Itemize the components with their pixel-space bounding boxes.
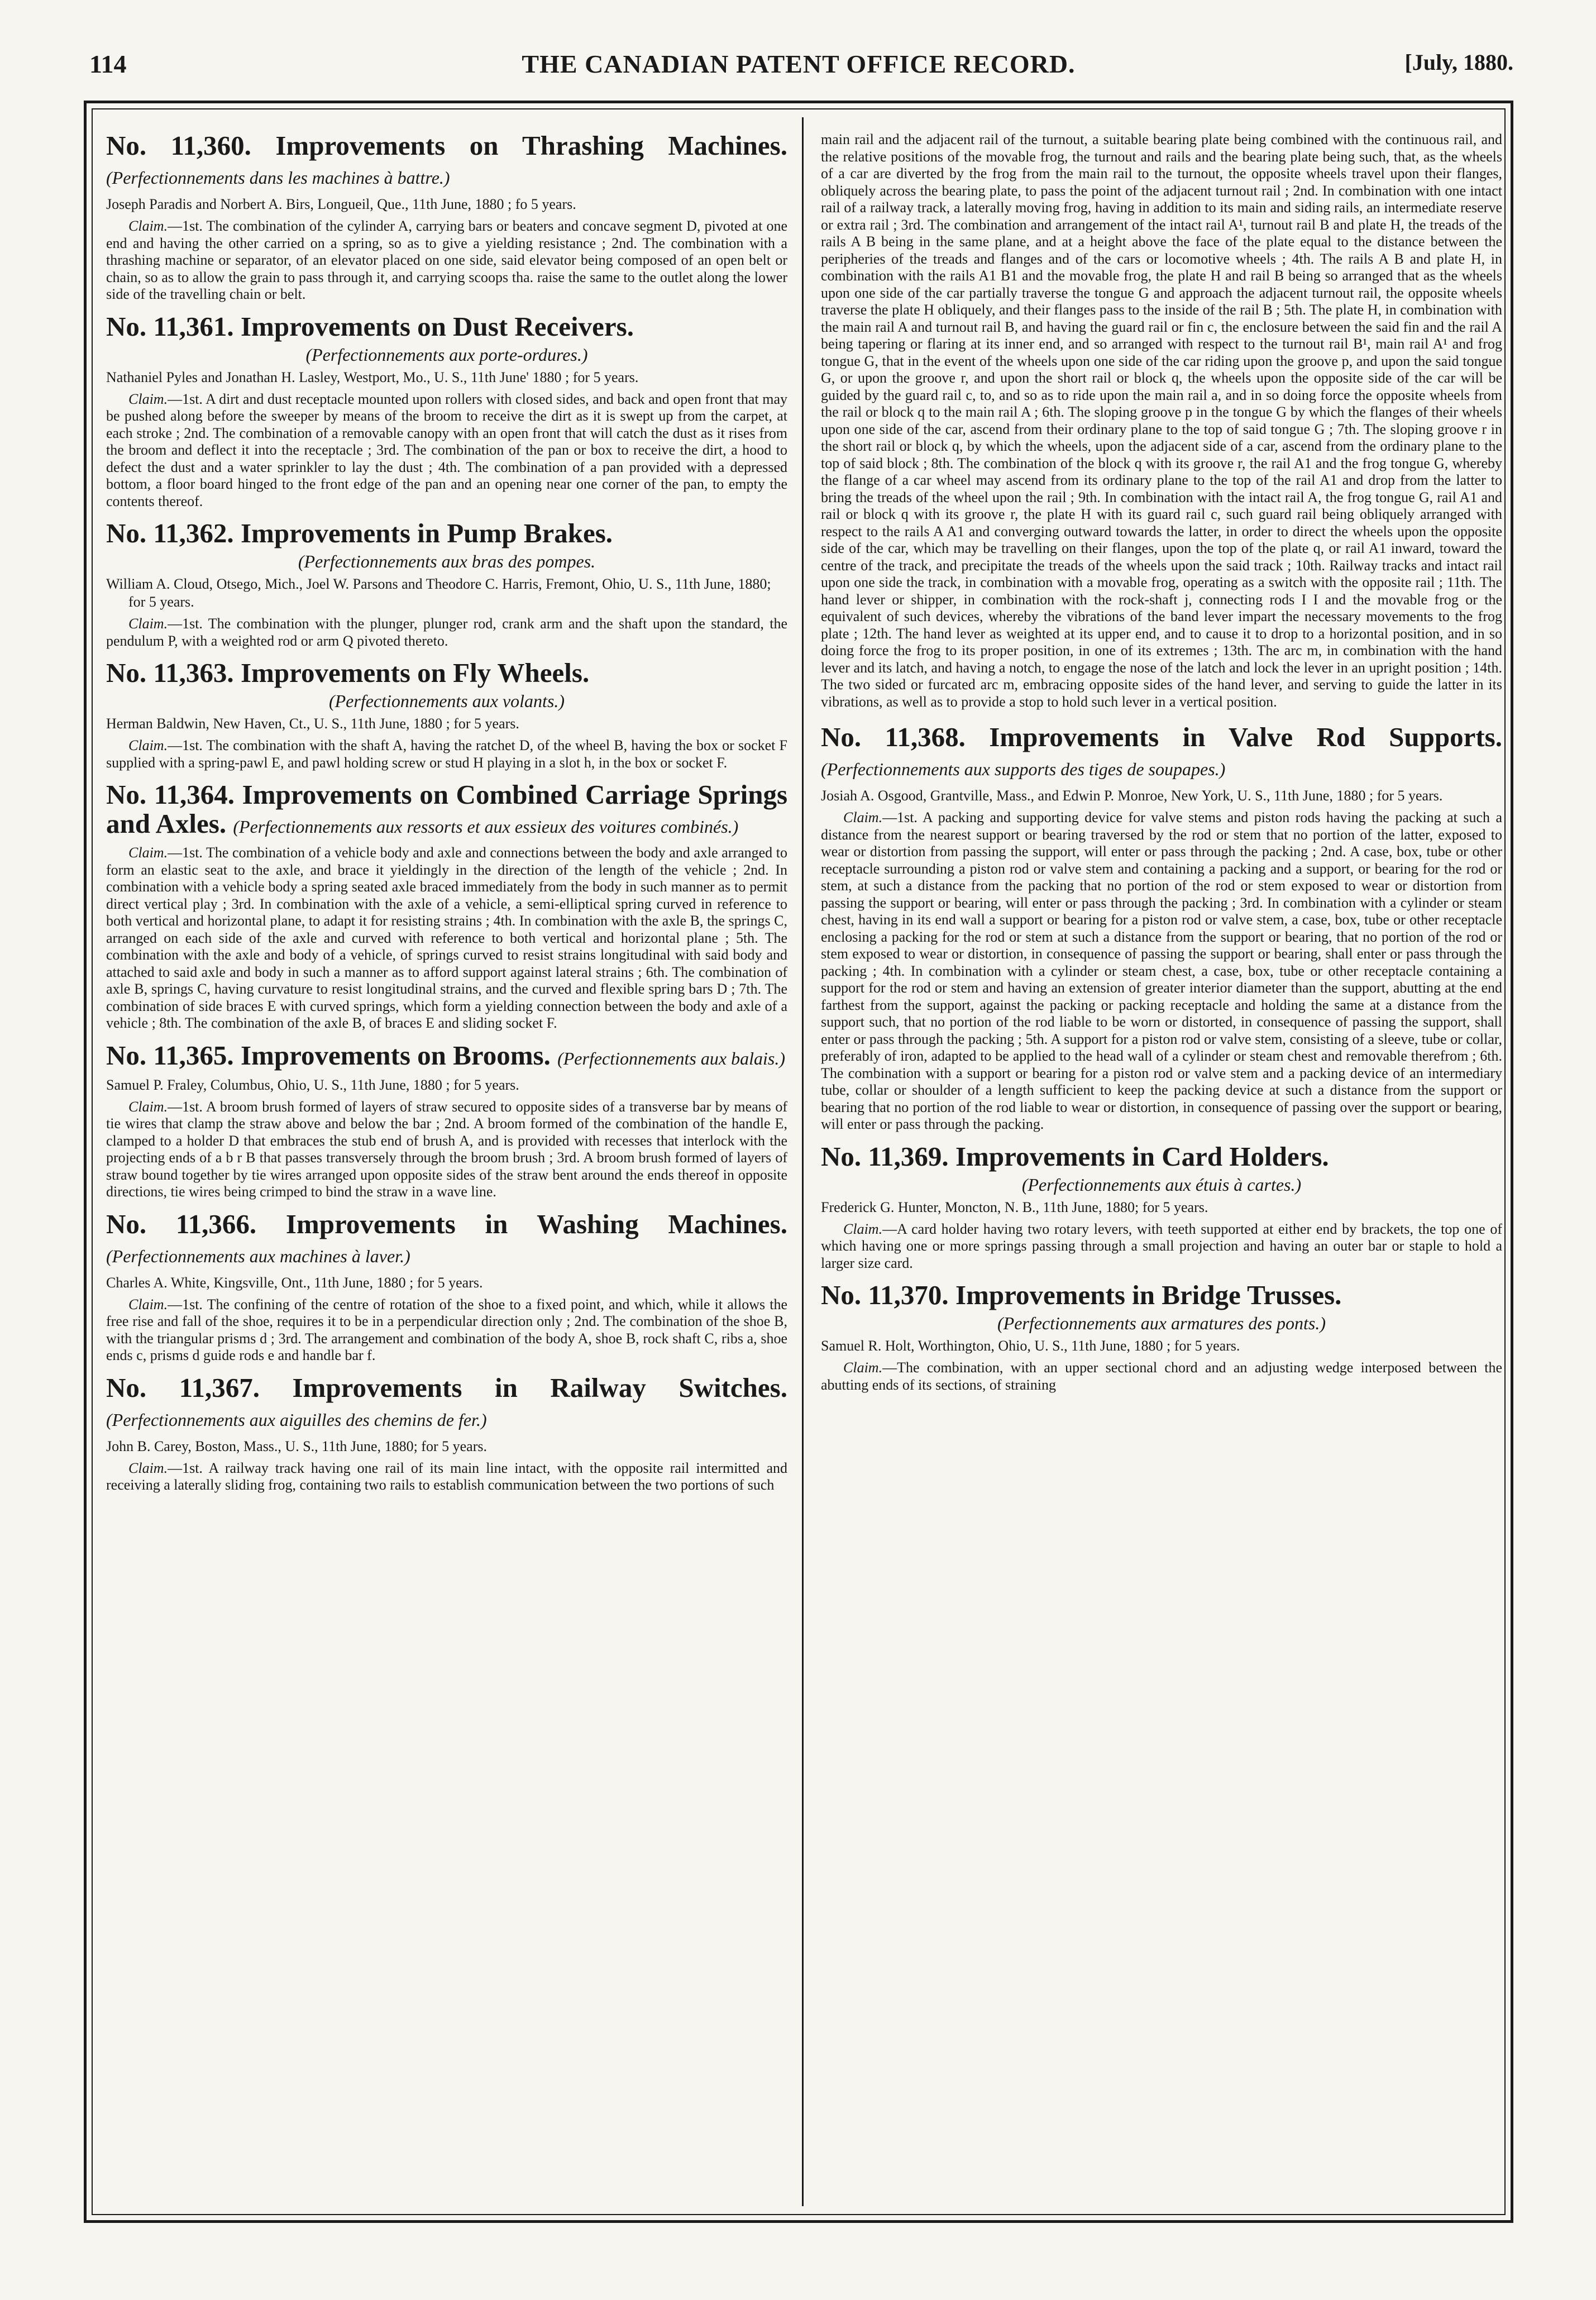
claim-label: Claim.	[843, 1220, 883, 1237]
entry-number: No. 11,366.	[106, 1208, 257, 1239]
entry-title: Improvements on Thrashing Machines.	[275, 131, 787, 161]
claim-label: Claim.	[128, 1296, 168, 1313]
claim-text: —1st. The combination of a vehicle body and axle and connections between the body and axle arranged to form an elastic seat to the axle, and brace it yieldingly in the direction of the length of the vehicle ; 2nd. In combination with a vehicle body a spring seated axle braced immediately from the body in such manner as to permit direct vertical play ; 3rd. In combination with the axle of a vehicle, a semi-elliptical spring curved in reference to both vertical and horizontal plane, to adapt it for resisting strains ; 4th. In combination with the axle B, the springs C, arranged on each side of the axle and curved with reference to both vertical and horizontal plane ; 5th. The combination with the axle and body of a vehicle, of springs curved to resist strains longitudinal with said body and attached to said axle and body in such a manner as to afford support against lateral strains ; 6th. The combination of axle B, springs C, having curvature to resist longitudinal strains, and the curved and flexible spring bars D ; 7th. The combination of side braces E with curved springs, which form a yielding connection between the body and axle of a vehicle ; 8th. The combination of the axle B, of braces E and sliding socket F.	[106, 844, 787, 1031]
patent-entry	[821, 723, 1502, 1133]
entry-applicant: Herman Baldwin, New Haven, Ct., U. S., 11th June, 1880 ; for 5 years.	[106, 715, 519, 732]
entry-french-title: (Perfectionnements aux machines à laver.)	[106, 1246, 410, 1266]
entry-french-title: (Perfectionnements aux balais.)	[557, 1048, 785, 1068]
entry-number: No. 11,368.	[821, 722, 966, 752]
claim-text: —1st. A packing and supporting device for valve stems and piston rods having the packing at such a distance from the nearest support or bearing traversed by the rod or stem that no portion of the latter, exposed to wear or distortion from passing the support, will enter or pass through the packing ; 2nd. A case, box, tube or other receptacle surrounding a piston rod or valve stem and containing a packing and a support, or bearing for the rod or stem, at such a distance from the packing that no portion of the rod or stem exposed to wear or distortion from passing the support or bearing, will enter or pass through the packing ; 3rd. In combination with a cylinder or steam chest, having in its end wall a support or bearing for a piston rod or valve stem, a case, box, tube or other receptacle enclosing a packing for the rod or stem at such a distance from the support or bearing, that no portion of the rod or stem exposed to wear or distortion, in consequence of passing the support or bearing, shall enter or pass through the packing ; 4th. In combination with a cylinder or steam chest, a case, box, tube or other receptacle containing a support for the rod or stem and having an extension of greater interior diameter than the support, abutting at the end farthest from the support, against the packing or packing receptacle and holding the same at a distance from the support such, that no portion of the rod liable to be worn or distorted, in consequence of passing the support, shall enter or pass through the packing ; 5th. A support for a piston rod or valve stem, consisting of a sleeve, tube or collar, preferably of iron, adapted to be applied to the head wall of a cylinder or steam chest and removable therefrom ; 6th. The combination with a support or bearing for a piston rod or valve stem and a packing device of an intermediary tube, collar or shoulder of a length sufficient to keep the packing device at such a distance from the support or bearing that no portion of the rod liable to wear or distortion, in consequence of passing over the support or bearing, will enter or pass through the packing.	[821, 809, 1502, 1132]
patent-entry	[106, 519, 787, 650]
entry-claim	[821, 1359, 1502, 1394]
entry-applicant: Samuel P. Fraley, Columbus, Ohio, U. S., 11th June, 1880 ; for 5 years.	[106, 1076, 519, 1093]
patent-entry	[106, 1210, 787, 1364]
entry-number: No. 11,364.	[106, 779, 235, 810]
claim-label: Claim.	[128, 1098, 168, 1115]
patent-entry	[821, 1281, 1502, 1394]
claim-label: Claim.	[128, 218, 168, 234]
entry-number: No. 11,360.	[106, 131, 251, 161]
entry-french-title: (Perfectionnements dans les machines à battre.)	[106, 168, 450, 188]
entry-title: Improvements in Card Holders.	[955, 1141, 1329, 1172]
entry-number: No. 11,361.	[106, 311, 234, 342]
entry-title: Improvements in Railway Switches.	[292, 1372, 787, 1403]
claim-text: —1st. The combination with the shaft A, having the ratchet D, of the wheel B, having the box or socket F supplied with a spring-pawl E, and pawl holding screw or stud H playing in a slot h, in the box or socket F.	[106, 737, 787, 771]
claim-label: Claim.	[128, 844, 168, 861]
entry-claim	[106, 844, 787, 1032]
claim-text: —1st. The combination of the cylinder A, carrying bars or beaters and concave segment D, pivoted at one end and having the other carried on a spring, so as to give a yielding resistance ; 2nd. The combination with a thrashing machine or separator, of an elevator placed on one side, said elevator being composed of an open belt or chain, so as to allow the grain to pass through it, and carrying scoops tha. raise the same to the outlet along the lower side of the travelling chain or belt.	[106, 218, 787, 302]
entry-applicant: John B. Carey, Boston, Mass., U. S., 11th June, 1880; for 5 years.	[106, 1438, 487, 1454]
claim-text: —1st. The confining of the centre of rotation of the shoe to a fixed point, and which, while it allows the free rise and fall of the shoe, requires it to be in a perpendicular direction only ; 2nd. The combination of the shoe B, with the triangular prisms d ; 3rd. The arrangement and combination of the body A, shoe B, rock shaft C, ribs a, shoe ends c, prisms d guide rods e and handle bar f.	[106, 1296, 787, 1363]
entry-title: Improvements on Fly Wheels.	[240, 657, 590, 688]
entry-applicant: Frederick G. Hunter, Moncton, N. B., 11th June, 1880; for 5 years.	[821, 1199, 1208, 1215]
entry-heading	[106, 519, 787, 548]
patent-entry	[106, 658, 787, 771]
entry-french-title: (Perfectionnements aux aiguilles des chemins de fer.)	[106, 1409, 487, 1430]
entry-heading	[106, 131, 787, 192]
entry-applicant: William A. Cloud, Otsego, Mich., Joel W. Parsons and Theodore C. Harris, Fremont, Ohio, U. S., 11th June, 1880; for 5 years.	[106, 576, 771, 610]
entry-applicant: Samuel R. Holt, Worthington, Ohio, U. S., 11th June, 1880 ; for 5 years.	[821, 1338, 1240, 1354]
entry-heading	[106, 658, 787, 688]
patent-entry	[106, 780, 787, 1032]
claim-label: Claim.	[128, 390, 168, 407]
entry-claim	[821, 1221, 1502, 1272]
entry-heading	[821, 723, 1502, 784]
entry-claim	[106, 1460, 787, 1494]
entry-claim	[106, 1296, 787, 1364]
page-header	[84, 49, 1513, 83]
claim-label: Claim.	[128, 737, 168, 753]
page-number: 114	[89, 50, 127, 78]
right-column	[821, 131, 1502, 2198]
entry-claim	[106, 615, 787, 650]
entry-french-title: (Perfectionnements aux ressorts et aux essieux des voitures combinés.)	[233, 817, 739, 837]
entry-heading	[821, 1281, 1502, 1310]
entry-heading	[106, 1041, 787, 1073]
claim-text: —1st. A dirt and dust receptacle mounted upon rollers with closed sides, and back and open front that may be pushed along before the sweeper by means of the broom to receive the dirt as it is swept up from the carpet, at each stroke ; 2nd. The combination of a removable canopy with an open front that will catch the dust as it rises from the broom and deflect it into the receptacle ; 3rd. The combination of the pan or box to receive the dirt, a hood to defect the dust and a water sprinkler to lay the dust ; 4th. The combination of a pan provided with a depressed bottom, a floor board hinged to the front edge of the pan and an opening near one corner of the pan, to empty the contents thereof.	[106, 390, 787, 509]
entry-french-title: (Perfectionnements aux étuis à cartes.)	[1021, 1174, 1302, 1195]
patent-entry	[106, 131, 787, 303]
entry-french-title: (Perfectionnements aux porte-ordures.)	[305, 344, 588, 365]
entry-number: No. 11,365.	[106, 1039, 234, 1071]
entry-number: No. 11,362.	[106, 518, 234, 548]
entry-applicant: Joseph Paradis and Norbert A. Birs, Longueil, Que., 11th June, 1880 ; fo 5 years.	[106, 196, 576, 212]
entry-french-title: (Perfectionnements aux armatures des ponts.)	[997, 1313, 1326, 1333]
claim-text: —A card holder having two rotary levers, with teeth supported at either end by brackets, the top one of which having one or more springs passing through a small projection and having an outer bar or staple to hold a larger size card.	[821, 1220, 1502, 1271]
patent-entry	[106, 1041, 787, 1201]
entry-applicant: Charles A. White, Kingsville, Ont., 11th June, 1880 ; for 5 years.	[106, 1274, 483, 1291]
entry-number: No. 11,363.	[106, 657, 234, 688]
entry-claim	[821, 809, 1502, 1133]
continued-claim-text: main rail and the adjacent rail of the turnout, a suitable bearing plate being combined with the continuous rail, and the relative positions of the movable frog, the turnout and rails and the bearing plate being such, that, as the wheels of a car are diverted by the frog from the main rail to the turnout, the opposite wheels travel upon their flanges, obliquely across the bearing plate, to pass the point of the adjacent turnout rail ; 2nd. In combination with one intact rail of a railway track, a laterally moving frog, having in addition to its main and siding rails, an intermediate reserve or extra rail ; 3rd. The combination and arrangement of the intact rail A¹, turnout rail B and plate H, the treads of the rails A B being in the same plane, and at a height above the face of the plate equal to the distance between the peripheries of the treads and flanges and of the cars or locomotive wheels ; 4th. The rails A B and plate H, in combination with the rails A1 B1 and the movable frog, the plate H and rail B being so arranged that as the wheels upon one side of the car partially traverse the tongue G and approach the adjacent turnout rail, the opposite wheels traverse the plate H obliquely, and their flanges pass to the inside of the rail B ; 5th. The plate H, in combination with the main rail A and turnout rail B, and having the guard rail or fin c, the enclosure between the said fin and the rail A being tapering or flaring at its inner end, and so arranged with respect to the turnout rail B¹, main rail A¹ and frog tongue G, that in the event of the wheels upon one side of the car riding upon the groove p, and upon the said tongue G, or upon the groove r, and upon the short rail or block q, the wheels upon the opposite side of the car will be guided by the guard rail c, to, and so as to ride upon the main rail a, and in so doing force the opposite wheels from the rail or block q to the main rail A ; 6th. The sloping groove p in the tongue G by which the flanges of their wheels upon one side of the car, ascend from their ordinary plane to the top of said tongue G ; 7th. The sloping groove r in the short rail or block q, by which the wheels, upon the adjacent side of a car, ascend from the ordinary plane to the top of said block ; 8th. The combination of the block q with its groove r, the rail A1 and the frog tongue G, whereby the flange of a car wheel may ascend from its ordinary plane to the top of the rail A1 and drop from the latter to bring the treads of the wheel upon the rail ; 9th. In combination with the intact rail A, the frog tongue G, rail A1 and rail or block q with its groove r, the plate H with its guard rail c, such guard rail being obliquely arranged with respect to the rails A A1 and converging outward towards the latter, in order to direct the wheels upon the opposite side of the car, which may be travelling on their flanges, upon the top of the plate q, or rail A1 inward, toward the centre of the track, and precipitate the treads of the wheels upon the said track ; 10th. Railway tracks and intact rail upon one side the track, in combination with a movable frog, operating as a switch with the opposite rail ; 11th. The hand lever or shipper, in combination with the rock-shaft j, connecting rods I I and the movable frog or the equivalent of such devices, whereby the vibrations of the band lever impart the necessary movements to the frog plate ; 12th. The hand lever as weighted at its upper end, and to cause it to drop to a horizontal position, and in so doing force the frog to its proper position, in one of its extremes ; 13th. The arc m, in combination with the hand lever and its latch, and having a notch, to engage the nose of the latch and lock the lever in an upright position ; 14th. The two sided or furcated arc m, embracing opposite sides of the hand lever, and serving to guide the latter in its vibrations, as well as to provide a stop to hold such lever in a vertical position.	[821, 131, 1502, 710]
entry-heading	[106, 780, 787, 841]
entry-heading	[106, 312, 787, 341]
patent-entry	[106, 1373, 787, 1494]
entry-applicant: Nathaniel Pyles and Jonathan H. Lasley, Westport, Mo., U. S., 11th June' 1880 ; for 5 years.	[106, 369, 639, 385]
column-divider	[802, 117, 804, 2206]
entry-claim	[106, 391, 787, 510]
entry-title: Improvements in Valve Rod Supports.	[989, 722, 1502, 752]
entry-title: Improvements on Brooms.	[240, 1039, 551, 1071]
entry-claim	[106, 218, 787, 303]
entry-claim	[106, 1099, 787, 1201]
entry-french-title: (Perfectionnements aux supports des tiges de soupapes.)	[821, 759, 1226, 779]
claim-label: Claim.	[843, 809, 883, 825]
entry-heading	[821, 1142, 1502, 1171]
claim-text: —1st. The combination with the plunger, plunger rod, crank arm and the shaft upon the standard, the pendulum P, with a weighted rod or arm Q pivoted thereto.	[106, 615, 787, 649]
claim-text: —1st. A broom brush formed of layers of straw secured to opposite sides of a transverse bar by means of tie wires that clamp the straw above and below the bar ; 2nd. A broom formed of the combination of the handle E, clamped to a holder D that embraces the stub end of brush A, and is provided with recesses that interlock with the projecting ends of a b r B that passes transversely through the broom brush ; 3rd. A broom brush formed of layers of straw bound together by tie wires arranged upon opposite sides of the straw bent around the ends thereof in opposite directions, tie wires being crimped to bind the straw in a wave line.	[106, 1098, 787, 1200]
claim-label: Claim.	[843, 1359, 883, 1376]
entry-number: No. 11,370.	[821, 1280, 949, 1310]
entry-french-title: (Perfectionnements aux bras des pompes.	[298, 551, 596, 571]
entry-title: Improvements in Pump Brakes.	[240, 518, 613, 548]
issue-date: [July, 1880.	[1404, 50, 1513, 75]
entry-title: Improvements on Dust Receivers.	[240, 311, 634, 342]
page-title: THE CANADIAN PATENT OFFICE RECORD.	[522, 50, 1076, 78]
entry-heading	[106, 1210, 787, 1271]
entry-claim	[106, 737, 787, 771]
patent-entry	[821, 1142, 1502, 1272]
entry-number: No. 11,367.	[106, 1372, 260, 1403]
left-column	[106, 131, 787, 2198]
claim-text: —The combination, with an upper sectional chord and an adjusting wedge interposed between the abutting ends of its sections, of straining	[821, 1359, 1502, 1393]
entry-title: Improvements in Washing Machines.	[285, 1208, 787, 1239]
entry-heading	[106, 1373, 787, 1434]
patent-entry	[106, 312, 787, 510]
entry-applicant: Josiah A. Osgood, Grantville, Mass., and Edwin P. Monroe, New York, U. S., 11th June, 1880 ; for 5 years.	[821, 788, 1443, 804]
entry-title: Improvements on Combined Carriage Springs and Axles.	[106, 779, 787, 839]
claim-label: Claim.	[128, 1459, 168, 1476]
entry-french-title: (Perfectionnements aux volants.)	[328, 691, 565, 711]
entry-number: No. 11,369.	[821, 1141, 949, 1172]
entry-title: Improvements in Bridge Trusses.	[955, 1280, 1342, 1310]
claim-text: —1st. A railway track having one rail of its main line intact, with the opposite rail intermitted and receiving a laterally sliding frog, containing two rails to establish communication between the two portions of such	[106, 1459, 787, 1493]
claim-label: Claim.	[128, 615, 168, 632]
